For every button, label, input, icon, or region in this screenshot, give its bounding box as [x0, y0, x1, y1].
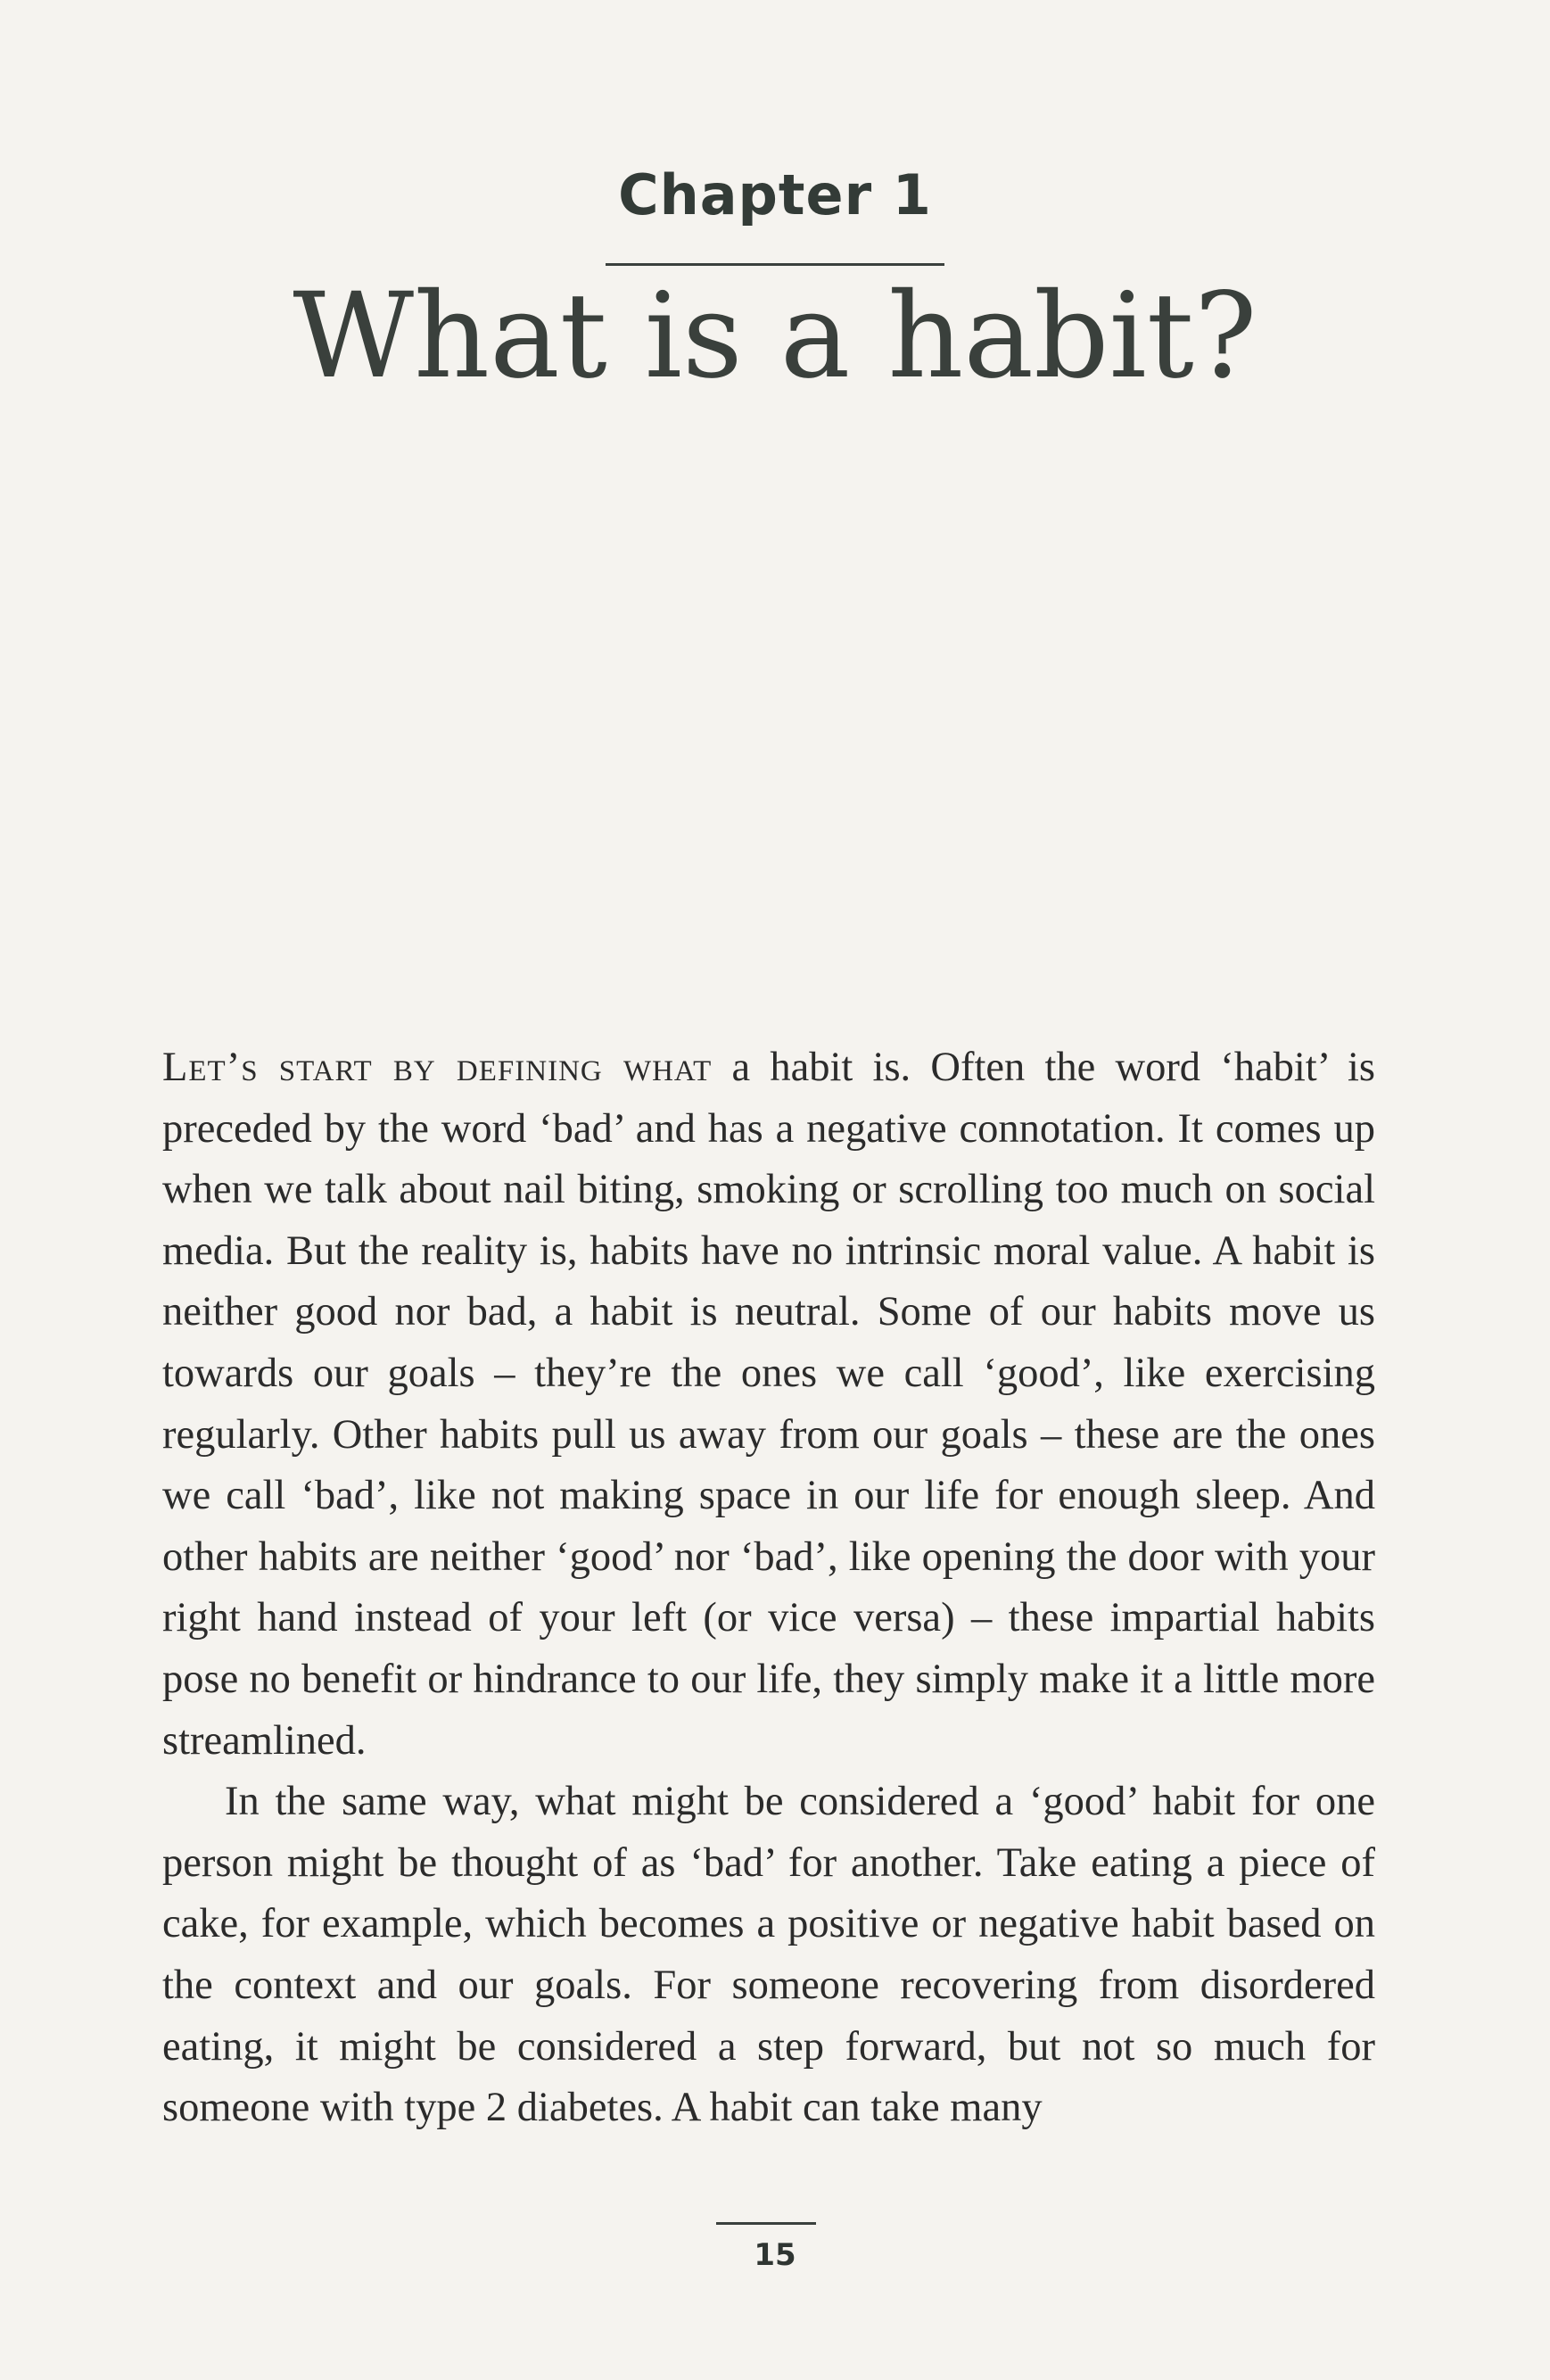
chapter-label: Chapter 1 [618, 162, 932, 227]
chapter-title: What is a habit? [293, 268, 1257, 405]
paragraph-2: In the same way, what might be considered a ‘good’ habit for one person might be thought of as ‘bad’ for another. Take eating a piece of cake, for example, which becomes a positive or negative habit based on the context and our goals. For someone recovering from disordered eating, it might be considered a step forward, but not so much for someone with type 2 diabetes. A habit can take many [162, 1779, 1375, 2131]
paragraph-1-text: a habit is. Often the word ‘habit’ is preceded by the word ‘bad’ and has a negative connotation. It comes up when we talk about nail biting, smoking or scrolling too much on social media. But the reality is, habits have no intrinsic moral value. A habit is neither good nor bad, a habit is neutral. Some of our habits move us towards our goals – they’re the ones we call ‘good’, like exercising regularly. Other habits pull us away from our goals – these are the ones we call ‘bad’, like not making space in our life for enough sleep. And other habits are neither ‘good’ nor ‘bad’, like opening the door with your right hand instead of your left (or vice versa) – these impartial habits pose no benefit or hindrance to our life, they simply make it a little more streamlined. [162, 1045, 1375, 1764]
paragraph-1 [162, 1037, 1375, 1772]
lead-in-smallcaps: Let’s start by defining what [162, 1045, 713, 1090]
body-text [162, 1037, 1375, 2139]
page-number: 15 [754, 2237, 796, 2273]
chapter-divider [606, 263, 944, 266]
page-number-divider [716, 2222, 816, 2225]
